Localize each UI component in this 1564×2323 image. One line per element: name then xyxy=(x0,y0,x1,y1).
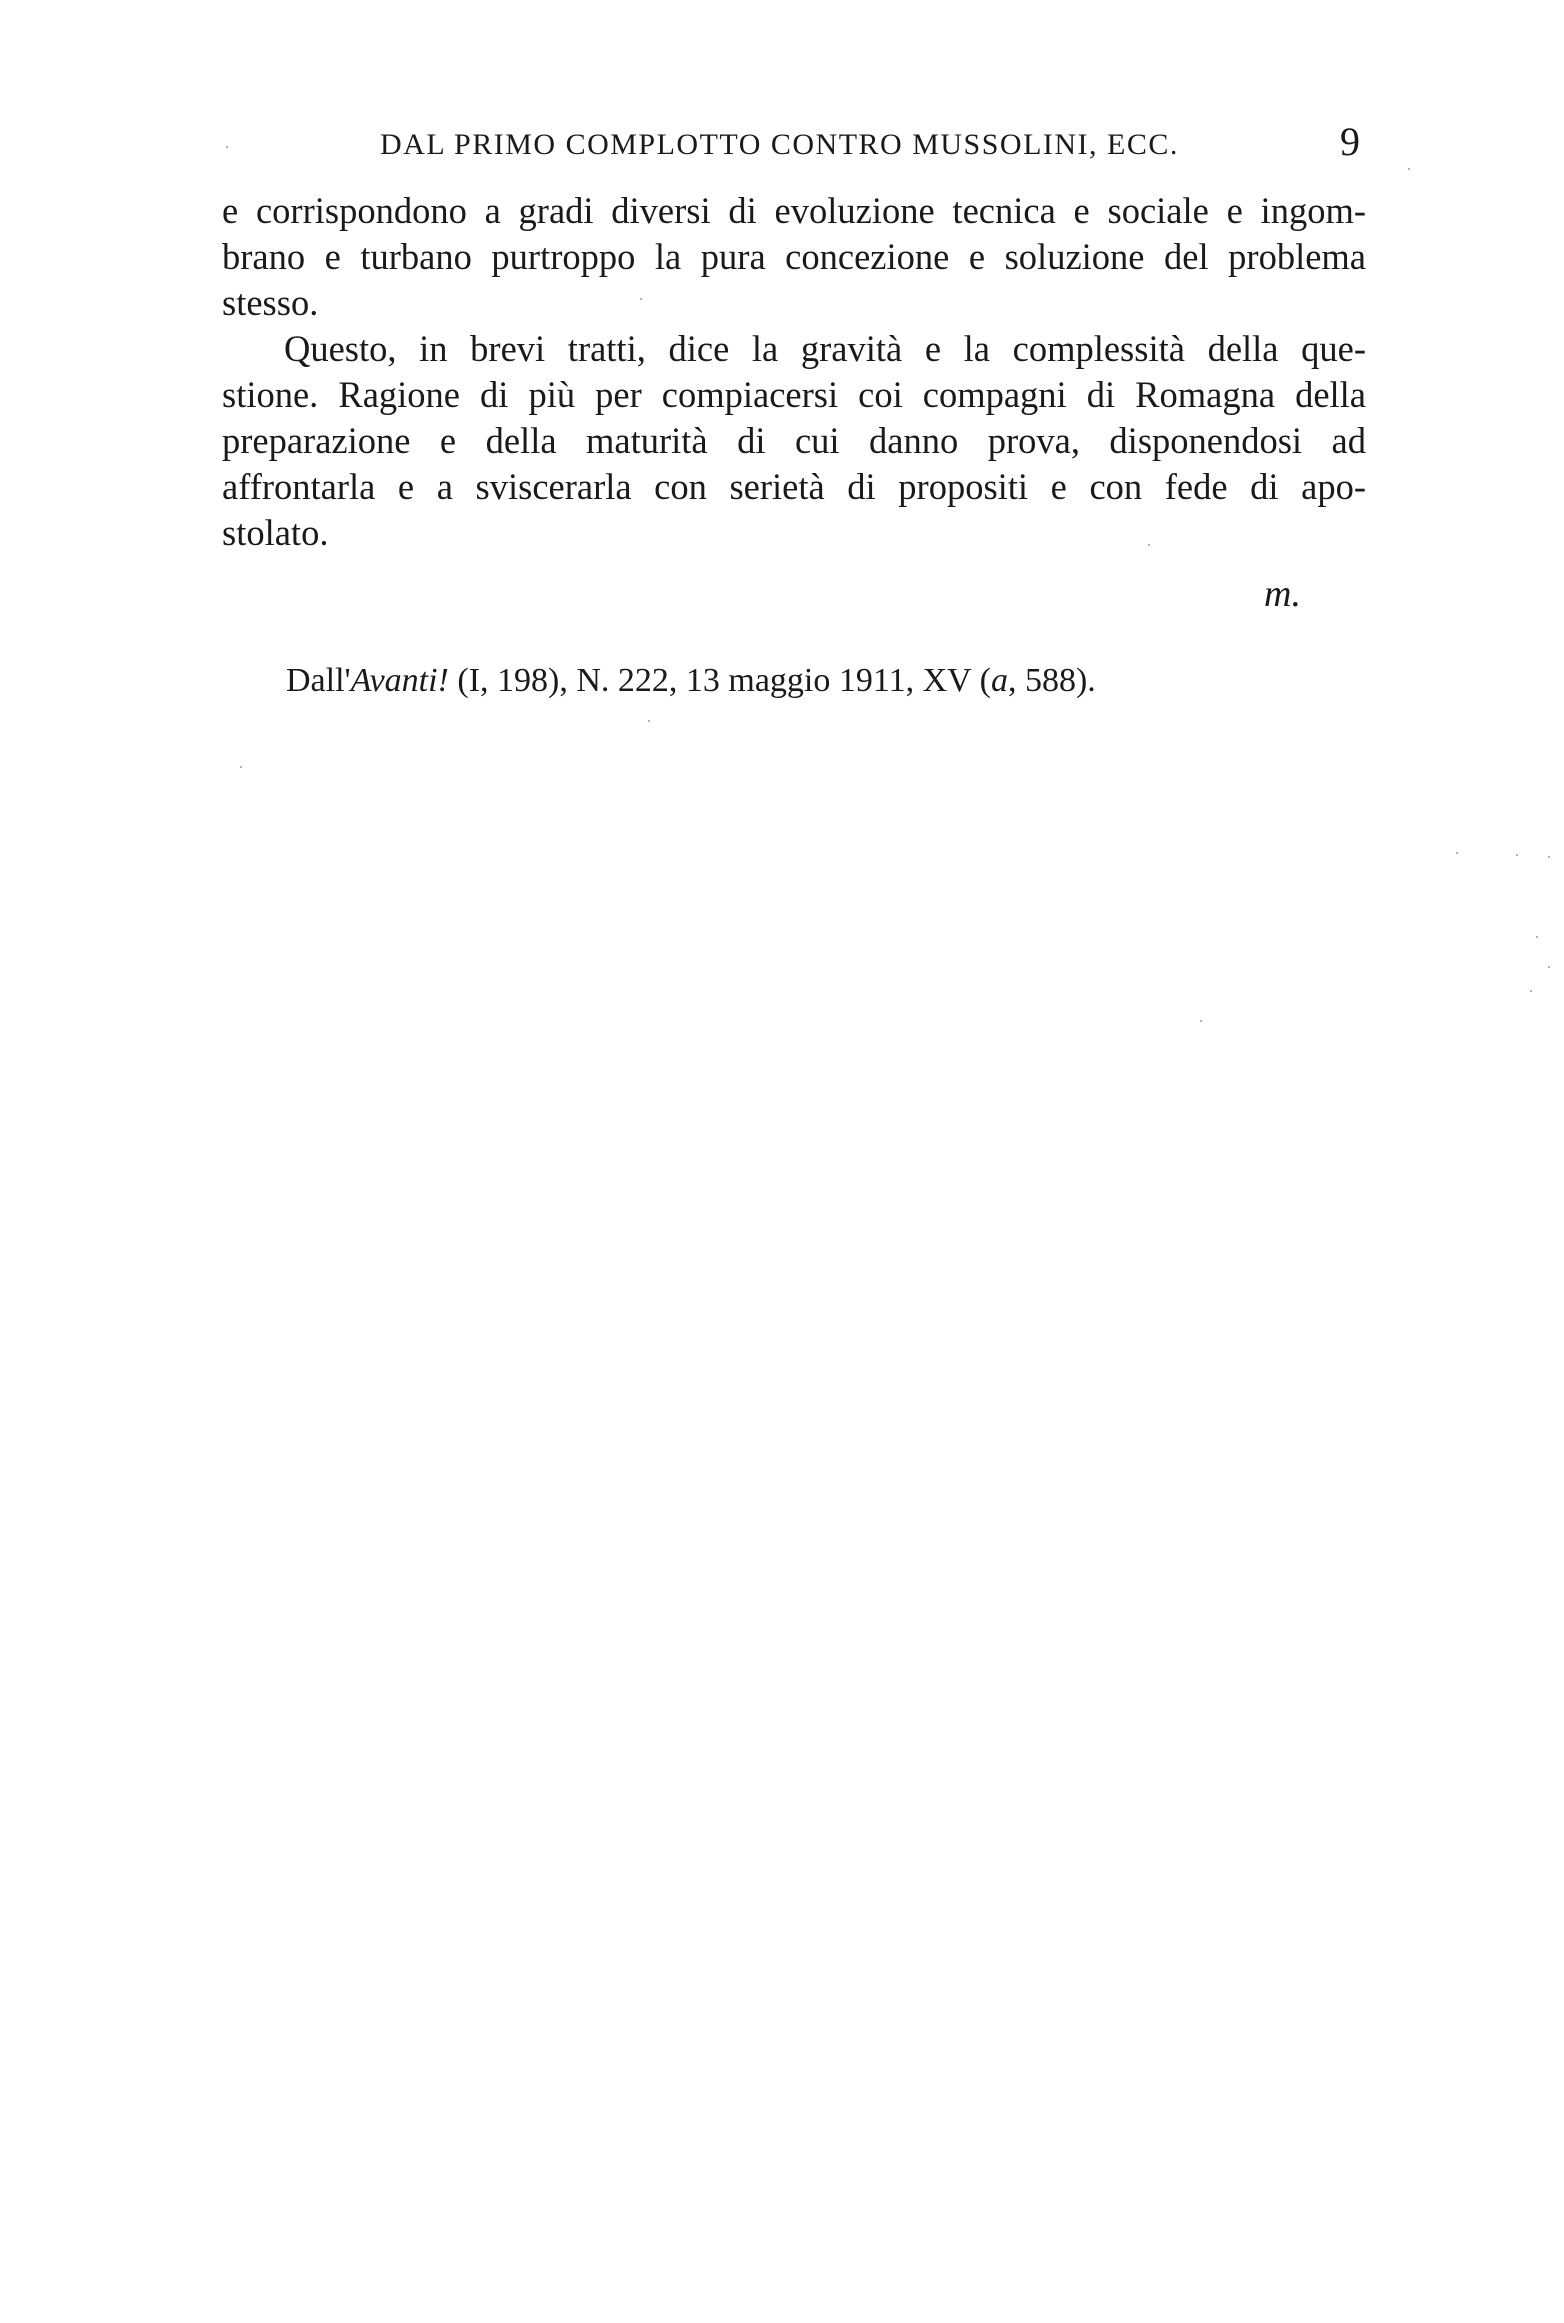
scan-speck xyxy=(1516,854,1518,856)
scan-speck xyxy=(226,146,228,148)
text-line: stolato. xyxy=(222,512,329,553)
scan-speck xyxy=(1548,856,1550,858)
scan-speck xyxy=(1536,936,1538,938)
text-line: stione. Ragione di più per compiacersi coi compagni di Romagna della xyxy=(222,374,1366,415)
author-signature: m. xyxy=(1264,573,1301,615)
text-line: preparazione e della maturità di cui danno prova, disponendosi ad xyxy=(222,420,1366,461)
scan-speck xyxy=(1530,990,1532,992)
citation-volume-letter: a xyxy=(990,662,1008,699)
text-line: e corrispondono a gradi diversi di evoluzione tecnica e sociale e ingom- xyxy=(222,190,1366,231)
text-line: brano e turbano purtroppo la pura concezione e soluzione del problema xyxy=(222,236,1366,277)
text-line: Questo, in brevi tratti, dice la gravità e la complessità della que- xyxy=(284,328,1366,369)
scan-speck xyxy=(1148,544,1150,546)
page-number: 9 xyxy=(1340,119,1360,164)
scan-speck xyxy=(1408,168,1410,170)
scan-speck xyxy=(1548,966,1550,968)
citation-suffix: , 588). xyxy=(1007,662,1096,699)
citation-details: (I, 198), N. 222, 13 maggio 1911, XV ( xyxy=(448,662,991,699)
body-paragraphs xyxy=(222,188,1366,556)
text-line: affrontarla e a sviscerarla con serietà di propositi e con fede di apo- xyxy=(222,466,1366,507)
scan-speck xyxy=(1456,852,1458,854)
citation-newspaper: Avanti! xyxy=(350,662,449,699)
scan-speck xyxy=(240,766,242,768)
citation-prefix: Dall' xyxy=(286,662,351,699)
text-line: stesso. xyxy=(222,282,319,323)
running-title: DAL PRIMO COMPLOTTO CONTRO MUSSOLINI, ECC. xyxy=(380,128,1179,161)
source-citation xyxy=(286,662,1096,700)
scan-speck xyxy=(640,298,642,300)
scan-speck xyxy=(648,720,650,722)
scan-speck xyxy=(1200,1020,1202,1022)
